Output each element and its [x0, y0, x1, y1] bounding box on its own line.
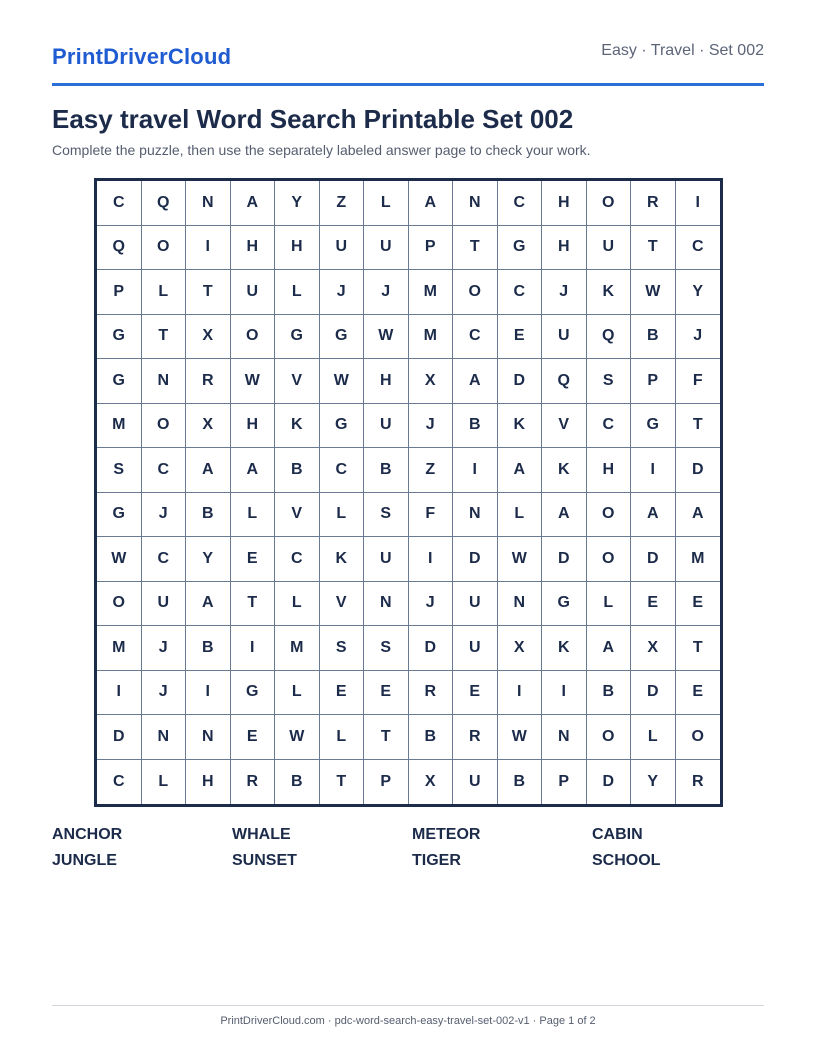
grid-cell[interactable]: R: [631, 181, 676, 226]
grid-cell[interactable]: Z: [409, 448, 454, 493]
grid-cell[interactable]: O: [587, 537, 632, 582]
word-list-item: SCHOOL: [592, 852, 661, 869]
grid-cell[interactable]: M: [676, 537, 721, 582]
grid-cell[interactable]: S: [587, 359, 632, 404]
grid-cell[interactable]: N: [453, 181, 498, 226]
grid-cell[interactable]: L: [364, 181, 409, 226]
grid-cell[interactable]: J: [320, 270, 365, 315]
grid-cell[interactable]: B: [186, 626, 231, 671]
grid-cell[interactable]: D: [631, 671, 676, 716]
grid-cell[interactable]: U: [453, 582, 498, 627]
grid-cell[interactable]: T: [676, 626, 721, 671]
grid-cell[interactable]: D: [409, 626, 454, 671]
grid-cell[interactable]: A: [186, 448, 231, 493]
grid-cell[interactable]: G: [542, 582, 587, 627]
grid-cell[interactable]: E: [453, 671, 498, 716]
grid-cell[interactable]: B: [453, 404, 498, 449]
grid-cell[interactable]: L: [142, 270, 187, 315]
grid-cell[interactable]: I: [542, 671, 587, 716]
grid-cell[interactable]: B: [587, 671, 632, 716]
grid-cell[interactable]: E: [498, 315, 543, 360]
grid-cell[interactable]: C: [142, 537, 187, 582]
grid-cell[interactable]: Q: [142, 181, 187, 226]
grid-cell[interactable]: D: [631, 537, 676, 582]
grid-cell[interactable]: L: [142, 760, 187, 805]
grid-cell[interactable]: O: [142, 404, 187, 449]
grid-cell[interactable]: K: [498, 404, 543, 449]
grid-cell[interactable]: H: [231, 404, 276, 449]
grid-cell[interactable]: L: [275, 582, 320, 627]
grid-cell[interactable]: P: [97, 270, 142, 315]
grid-cell[interactable]: C: [142, 448, 187, 493]
grid-cell[interactable]: H: [364, 359, 409, 404]
grid-cell[interactable]: M: [275, 626, 320, 671]
grid-cell[interactable]: Z: [320, 181, 365, 226]
grid-cell[interactable]: T: [453, 226, 498, 271]
grid-cell[interactable]: W: [275, 715, 320, 760]
grid-cell[interactable]: G: [631, 404, 676, 449]
word-list: [52, 826, 772, 870]
grid-cell[interactable]: B: [275, 760, 320, 805]
grid-cell[interactable]: U: [320, 226, 365, 271]
grid-cell[interactable]: V: [275, 359, 320, 404]
grid-cell[interactable]: O: [231, 315, 276, 360]
grid-cell[interactable]: L: [587, 582, 632, 627]
grid-cell[interactable]: C: [453, 315, 498, 360]
grid-cell[interactable]: J: [142, 493, 187, 538]
grid-cell[interactable]: N: [186, 715, 231, 760]
grid-cell[interactable]: V: [275, 493, 320, 538]
grid-cell[interactable]: T: [186, 270, 231, 315]
grid-cell[interactable]: N: [142, 359, 187, 404]
grid-cell[interactable]: T: [320, 760, 365, 805]
grid-cell[interactable]: G: [231, 671, 276, 716]
grid-cell[interactable]: G: [97, 493, 142, 538]
grid-cell[interactable]: S: [97, 448, 142, 493]
grid-cell[interactable]: A: [542, 493, 587, 538]
grid-cell[interactable]: R: [186, 359, 231, 404]
grid-cell[interactable]: D: [498, 359, 543, 404]
grid-cell[interactable]: B: [186, 493, 231, 538]
grid-cell[interactable]: I: [409, 537, 454, 582]
grid-cell[interactable]: L: [498, 493, 543, 538]
grid-cell[interactable]: I: [186, 671, 231, 716]
grid-cell[interactable]: A: [631, 493, 676, 538]
grid-cell[interactable]: J: [676, 315, 721, 360]
grid-cell[interactable]: B: [409, 715, 454, 760]
grid-cell[interactable]: O: [587, 715, 632, 760]
grid-cell[interactable]: P: [631, 359, 676, 404]
page-header: [52, 38, 764, 86]
grid-cell[interactable]: A: [587, 626, 632, 671]
grid-cell[interactable]: Y: [676, 270, 721, 315]
grid-cell[interactable]: K: [320, 537, 365, 582]
grid-cell[interactable]: A: [498, 448, 543, 493]
grid-cell[interactable]: D: [97, 715, 142, 760]
grid-cell[interactable]: U: [231, 270, 276, 315]
grid-cell[interactable]: A: [453, 359, 498, 404]
grid-cell[interactable]: U: [453, 760, 498, 805]
grid-cell[interactable]: O: [453, 270, 498, 315]
grid-cell[interactable]: K: [587, 270, 632, 315]
grid-cell[interactable]: E: [231, 537, 276, 582]
grid-cell[interactable]: T: [231, 582, 276, 627]
grid-cell[interactable]: D: [587, 760, 632, 805]
grid-cell[interactable]: C: [275, 537, 320, 582]
grid-cell[interactable]: H: [275, 226, 320, 271]
grid-cell[interactable]: G: [275, 315, 320, 360]
grid-cell[interactable]: W: [97, 537, 142, 582]
grid-cell[interactable]: H: [231, 226, 276, 271]
grid-cell[interactable]: E: [676, 582, 721, 627]
grid-cell[interactable]: H: [186, 760, 231, 805]
grid-cell[interactable]: V: [542, 404, 587, 449]
grid-cell[interactable]: I: [231, 626, 276, 671]
grid-cell[interactable]: N: [498, 582, 543, 627]
grid-cell[interactable]: L: [320, 493, 365, 538]
grid-cell[interactable]: O: [587, 493, 632, 538]
grid-cell[interactable]: E: [320, 671, 365, 716]
grid-cell[interactable]: T: [142, 315, 187, 360]
puzzle-meta: Easy · Travel · Set 002: [601, 42, 764, 59]
grid-cell[interactable]: U: [364, 404, 409, 449]
page-subtitle: Complete the puzzle, then use the separately labeled answer page to check your work.: [52, 142, 591, 158]
grid-cell[interactable]: W: [231, 359, 276, 404]
grid-cell[interactable]: U: [142, 582, 187, 627]
grid-cell[interactable]: O: [587, 181, 632, 226]
grid-cell[interactable]: M: [97, 626, 142, 671]
grid-cell[interactable]: E: [364, 671, 409, 716]
grid-cell[interactable]: Q: [587, 315, 632, 360]
grid-cell[interactable]: A: [409, 181, 454, 226]
grid-cell[interactable]: R: [691, 772, 704, 790]
word-list-item: CABIN: [592, 826, 643, 843]
word-list-item: TIGER: [412, 852, 461, 869]
grid-cell[interactable]: N: [542, 715, 587, 760]
grid-cell[interactable]: G: [320, 404, 365, 449]
grid-cell[interactable]: P: [409, 226, 454, 271]
grid-cell[interactable]: T: [364, 715, 409, 760]
grid-cell[interactable]: S: [364, 493, 409, 538]
grid-cell[interactable]: I: [186, 226, 231, 271]
grid-cell[interactable]: B: [498, 760, 543, 805]
grid-cell[interactable]: N: [453, 493, 498, 538]
grid-cell[interactable]: J: [542, 270, 587, 315]
brand-logo[interactable]: PrintDriverCloud: [52, 44, 232, 69]
grid-cell[interactable]: P: [364, 760, 409, 805]
grid-cell[interactable]: T: [631, 226, 676, 271]
grid-cell[interactable]: M: [409, 315, 454, 360]
grid-cell[interactable]: L: [631, 715, 676, 760]
grid-cell[interactable]: N: [186, 181, 231, 226]
grid-cell[interactable]: S: [364, 626, 409, 671]
grid-cell[interactable]: F: [409, 493, 454, 538]
grid-cell[interactable]: E: [631, 582, 676, 627]
page-title: Easy travel Word Search Printable Set 002: [52, 104, 574, 134]
grid-cell[interactable]: H: [542, 181, 587, 226]
grid-cell[interactable]: X: [498, 626, 543, 671]
grid-cell[interactable]: O: [97, 582, 142, 627]
grid-cell[interactable]: M: [409, 270, 454, 315]
page-footer: PrintDriverCloud.com · pdc-word-search-easy-travel-set-002-v1 · Page 1 of 2: [220, 1015, 596, 1027]
grid-cell[interactable]: C: [676, 226, 721, 271]
grid-cell[interactable]: N: [364, 582, 409, 627]
grid-cell[interactable]: I: [498, 671, 543, 716]
grid-cell[interactable]: K: [542, 626, 587, 671]
grid-cell[interactable]: X: [631, 626, 676, 671]
grid-cell[interactable]: J: [409, 404, 454, 449]
grid-cell[interactable]: X: [409, 760, 454, 805]
grid-cell[interactable]: J: [142, 671, 187, 716]
grid-cell[interactable]: W: [631, 270, 676, 315]
grid-cell[interactable]: X: [409, 359, 454, 404]
grid-cell[interactable]: H: [542, 226, 587, 271]
grid-cell[interactable]: Q: [97, 226, 142, 271]
grid-cell[interactable]: A: [186, 582, 231, 627]
grid-cell[interactable]: C: [320, 448, 365, 493]
grid-cell[interactable]: L: [275, 270, 320, 315]
grid-cell[interactable]: O: [676, 715, 721, 760]
grid-cell[interactable]: Y: [631, 760, 676, 805]
grid-cell[interactable]: I: [631, 448, 676, 493]
grid-cell[interactable]: A: [231, 448, 276, 493]
grid-cell[interactable]: L: [231, 493, 276, 538]
word-list-item: JUNGLE: [52, 852, 117, 869]
grid-cell[interactable]: U: [453, 626, 498, 671]
grid-cell[interactable]: N: [142, 715, 187, 760]
word-list-item: METEOR: [412, 826, 481, 843]
word-list-item: WHALE: [232, 826, 291, 843]
word-list-item: ANCHOR: [52, 826, 123, 843]
grid-cell[interactable]: C: [498, 181, 543, 226]
grid-cell[interactable]: R: [409, 671, 454, 716]
grid-cell[interactable]: I: [97, 671, 142, 716]
grid-cell[interactable]: J: [142, 626, 187, 671]
grid-cell[interactable]: K: [275, 404, 320, 449]
grid-cell[interactable]: G: [97, 359, 142, 404]
grid-cell[interactable]: M: [97, 404, 142, 449]
grid-cell[interactable]: Y: [275, 181, 320, 226]
grid-cell[interactable]: O: [142, 226, 187, 271]
grid-cell[interactable]: Q: [542, 359, 587, 404]
grid-cell[interactable]: U: [542, 315, 587, 360]
grid-cell[interactable]: L: [275, 671, 320, 716]
grid-cell[interactable]: B: [364, 448, 409, 493]
grid-cell[interactable]: A: [231, 181, 276, 226]
grid-cell[interactable]: W: [498, 715, 543, 760]
grid-cell[interactable]: U: [364, 537, 409, 582]
grid-cell[interactable]: W: [320, 359, 365, 404]
grid-cell[interactable]: W: [364, 315, 409, 360]
word-search-grid: [94, 178, 723, 807]
grid-cell[interactable]: R: [453, 715, 498, 760]
grid-cell[interactable]: H: [587, 448, 632, 493]
grid-cell[interactable]: C: [97, 181, 142, 226]
grid-cell[interactable]: E: [231, 715, 276, 760]
grid-cell[interactable]: T: [676, 404, 721, 449]
grid-cell[interactable]: X: [186, 315, 231, 360]
grid-cell[interactable]: C: [587, 404, 632, 449]
grid-cell[interactable]: J: [409, 582, 454, 627]
grid-cell[interactable]: G: [320, 315, 365, 360]
footer-divider: [52, 1005, 764, 1006]
grid-cell[interactable]: C: [498, 270, 543, 315]
grid-cell[interactable]: K: [542, 448, 587, 493]
grid-cell[interactable]: D: [542, 537, 587, 582]
grid-cell[interactable]: D: [453, 537, 498, 582]
grid-cell[interactable]: U: [587, 226, 632, 271]
grid-cell[interactable]: R: [231, 760, 276, 805]
grid-cell[interactable]: D: [676, 448, 721, 493]
grid-cell[interactable]: I: [676, 181, 721, 226]
grid-cell[interactable]: P: [542, 760, 587, 805]
grid-cell[interactable]: X: [186, 404, 231, 449]
grid-cell[interactable]: V: [320, 582, 365, 627]
grid-cell[interactable]: F: [676, 359, 721, 404]
grid-cell[interactable]: E: [676, 671, 721, 716]
grid-cell[interactable]: S: [320, 626, 365, 671]
grid-cell[interactable]: U: [364, 226, 409, 271]
grid-cell[interactable]: I: [453, 448, 498, 493]
grid-cell[interactable]: J: [364, 270, 409, 315]
grid-cell[interactable]: G: [498, 226, 543, 271]
grid-cell[interactable]: B: [275, 448, 320, 493]
grid-cell[interactable]: Y: [186, 537, 231, 582]
grid-cell[interactable]: L: [320, 715, 365, 760]
grid-cell[interactable]: G: [97, 315, 142, 360]
word-list-item: SUNSET: [232, 852, 297, 869]
grid-cell[interactable]: C: [97, 760, 142, 805]
grid-cell[interactable]: B: [631, 315, 676, 360]
grid-cell[interactable]: A: [676, 493, 721, 538]
grid-cell[interactable]: W: [498, 537, 543, 582]
